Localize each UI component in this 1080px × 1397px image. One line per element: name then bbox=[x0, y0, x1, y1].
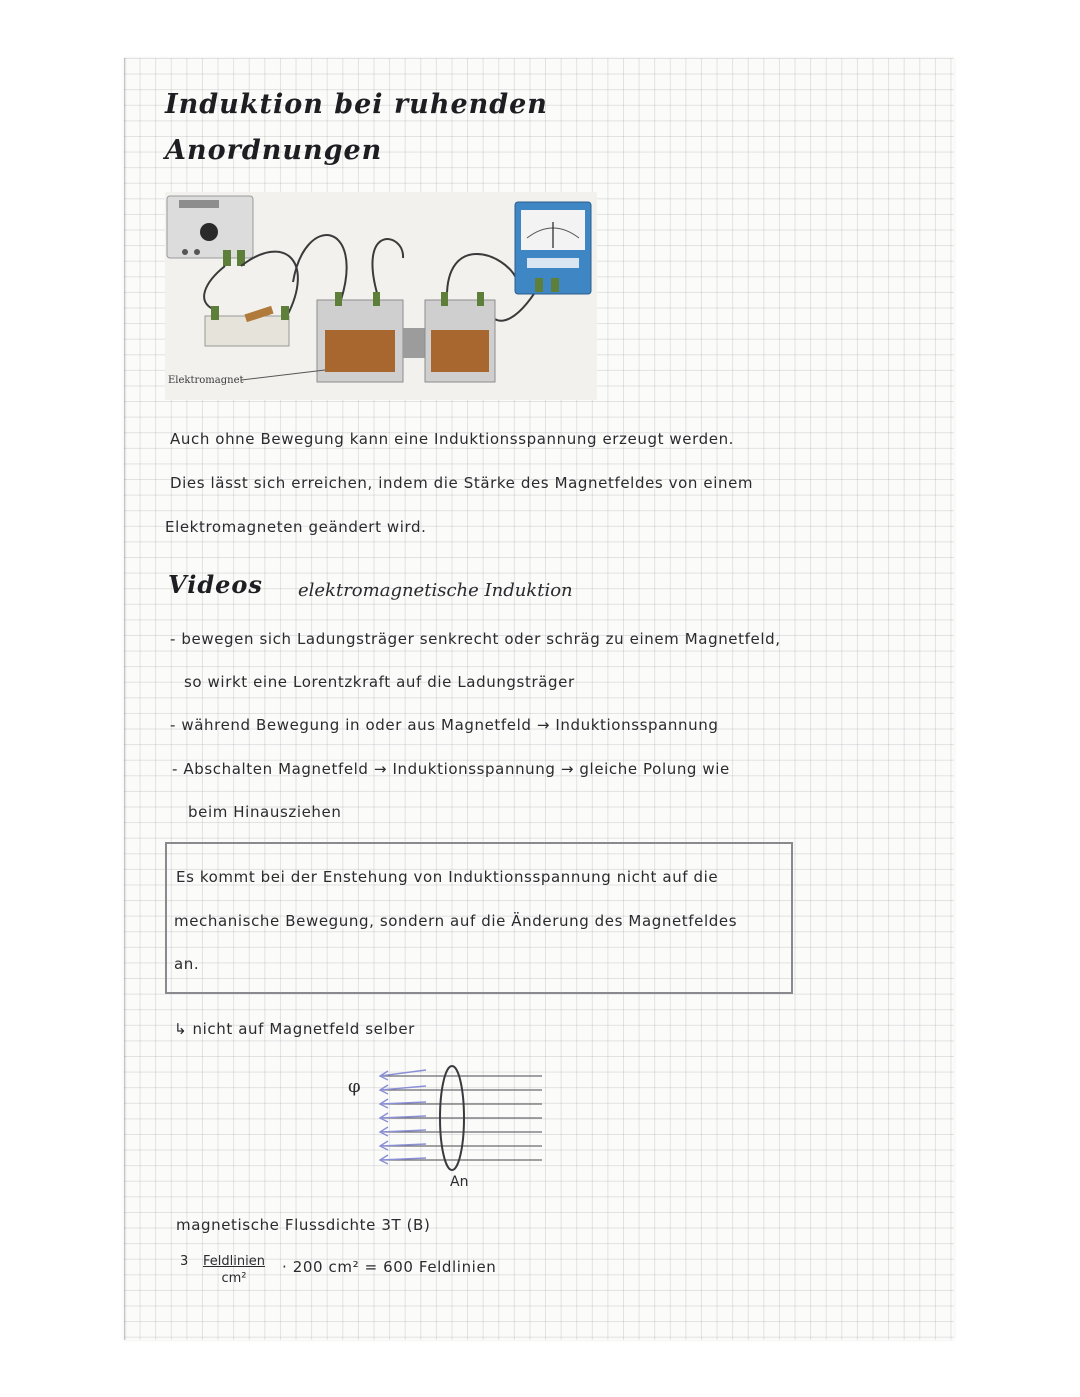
page-title bbox=[165, 82, 548, 174]
phi-symbol: φ bbox=[348, 1076, 361, 1097]
label-pointer bbox=[241, 370, 325, 380]
box-line-2: mechanische Bewegung, sondern auf die Änderung des Magnetfeldes bbox=[174, 912, 738, 930]
bullet-1-line-1: - bewegen sich Ladungsträger senkrecht oder schräg zu einem Magnetfeld, bbox=[170, 630, 781, 648]
wire bbox=[372, 239, 403, 300]
wire bbox=[293, 235, 347, 300]
power-supply-terminal bbox=[182, 249, 188, 255]
field-lines-diagram bbox=[340, 1058, 560, 1190]
clip bbox=[441, 292, 448, 306]
iron-core bbox=[403, 328, 425, 358]
note-line: ↳ nicht auf Magnetfeld selber bbox=[174, 1020, 415, 1038]
flux-arrows-icon bbox=[380, 1070, 426, 1164]
experiment-figure bbox=[165, 192, 597, 400]
fraction-numerator: Feldlinien bbox=[203, 1254, 265, 1269]
title-line-2: Anordnungen bbox=[165, 135, 383, 166]
clip bbox=[281, 306, 289, 320]
coil-winding bbox=[431, 330, 489, 372]
bullet-3-line-2: beim Hinausziehen bbox=[188, 803, 342, 821]
flux-density-line: magnetische Flussdichte 3T (B) bbox=[176, 1216, 431, 1234]
clip bbox=[535, 278, 543, 292]
bullet-1-line-2: so wirkt eine Lorentzkraft auf die Ladungsträger bbox=[184, 673, 575, 691]
flux-calculation: · 200 cm² = 600 Feldlinien bbox=[282, 1258, 497, 1276]
coil-winding bbox=[325, 330, 395, 372]
intro-line-3: Elektromagneten geändert wird. bbox=[165, 518, 427, 536]
intro-line-1: Auch ohne Bewegung kann eine Induktionsspannung erzeugt werden. bbox=[170, 430, 735, 448]
area-label: An bbox=[450, 1174, 469, 1190]
flux-factor: 3 bbox=[180, 1254, 189, 1269]
flux-fraction bbox=[203, 1254, 265, 1286]
fraction-denominator: cm² bbox=[221, 1271, 247, 1286]
figure-label: Elektromagnet bbox=[168, 375, 244, 386]
box-line-1: Es kommt bei der Enstehung von Induktionsspannung nicht auf die bbox=[176, 868, 719, 886]
power-supply-knob-icon bbox=[200, 223, 218, 241]
intro-line-2: Dies lässt sich erreichen, indem die Stärke des Magnetfeldes von einem bbox=[170, 474, 754, 492]
bullet-3-line-1: - Abschalten Magnetfeld → Induktionsspannung → gleiche Polung wie bbox=[172, 760, 730, 778]
clip bbox=[551, 278, 559, 292]
clip bbox=[211, 306, 219, 320]
videos-subheading: elektromagnetische Induktion bbox=[298, 580, 573, 601]
videos-heading: Videos bbox=[168, 570, 263, 599]
wire bbox=[241, 252, 298, 316]
page-shadow bbox=[124, 58, 127, 1340]
wire bbox=[204, 266, 225, 310]
clip bbox=[223, 250, 231, 266]
clip bbox=[335, 292, 342, 306]
clip bbox=[373, 292, 380, 306]
bullet-2-line-1: - während Bewegung in oder aus Magnetfeld → Induktionsspannung bbox=[170, 716, 719, 734]
power-supply-terminal bbox=[194, 249, 200, 255]
voltmeter-display bbox=[527, 258, 579, 268]
clip bbox=[477, 292, 484, 306]
power-supply-display bbox=[179, 200, 219, 208]
box-line-3: an. bbox=[174, 955, 200, 973]
title-line-1: Induktion bei ruhenden bbox=[165, 89, 548, 120]
